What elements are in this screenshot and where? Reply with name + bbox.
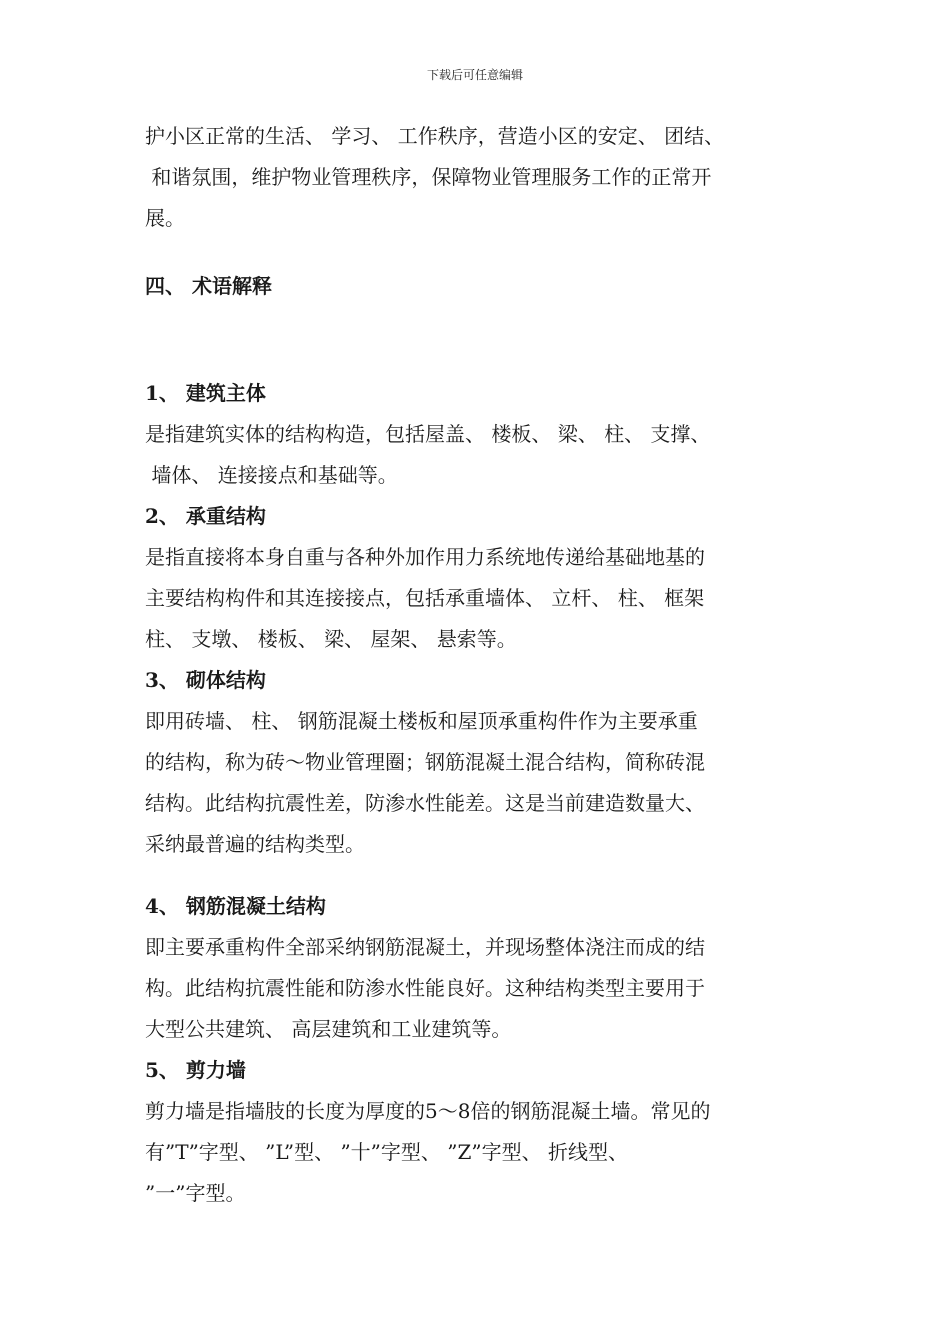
term-line: 大型公共建筑、 高层建筑和工业建筑等。 (145, 1017, 512, 1041)
terms-block-2 (145, 886, 815, 1214)
term-heading: 4、 钢筋混凝土结构 (145, 894, 326, 918)
intro-line: 和谐氛围，维护物业管理秩序，保障物业管理服务工作的正常开 (145, 165, 712, 189)
term-line: 剪力墙是指墙肢的长度为厚度的5～8倍的钢筋混凝土墙。常见的 (145, 1099, 711, 1123)
term-line: 是指建筑实体的结构构造，包括屋盖、 楼板、 梁、 柱、 支撑、 (145, 422, 711, 446)
term-line: 的结构，称为砖～物业管理圈；钢筋混凝土混合结构，简称砖混 (145, 750, 705, 774)
intro-line: 护小区正常的生活、 学习、 工作秩序，营造小区的安定、 团结、 (145, 124, 725, 148)
terms-block-1 (145, 373, 815, 865)
term-heading: 3、 砌体结构 (145, 668, 266, 692)
term-heading: 2、 承重结构 (145, 504, 266, 528)
term-heading: 1、 建筑主体 (145, 381, 266, 405)
term-line: 墙体、 连接接点和基础等。 (145, 463, 398, 487)
term-heading: 5、 剪力墙 (145, 1058, 246, 1082)
term-line: 有”T”字型、 ”L”型、 ”十”字型、 ”Z”字型、 折线型、 (145, 1140, 628, 1164)
term-line: 采纳最普遍的结构类型。 (145, 832, 365, 856)
term-line: 主要结构构件和其连接接点，包括承重墙体、 立杆、 柱、 框架 (145, 586, 705, 610)
section-heading-block (145, 266, 815, 307)
term-line: 构。此结构抗震性能和防渗水性能良好。这种结构类型主要用于 (145, 976, 705, 1000)
term-line: 即用砖墙、 柱、 钢筋混凝土楼板和屋顶承重构件作为主要承重 (145, 709, 698, 733)
term-line: 柱、 支墩、 楼板、 梁、 屋架、 悬索等。 (145, 627, 517, 651)
page-header-note: 下载后可任意编辑 (426, 68, 523, 82)
section-title: 四、 术语解释 (145, 274, 272, 298)
term-line: 是指直接将本身自重与各种外加作用力系统地传递给基础地基的 (145, 545, 705, 569)
intro-paragraph (145, 116, 815, 239)
term-line: 即主要承重构件全部采纳钢筋混凝土，并现场整体浇注而成的结 (145, 935, 705, 959)
term-line: ”一”字型。 (145, 1181, 246, 1205)
term-line: 结构。此结构抗震性差，防渗水性能差。这是当前建造数量大、 (145, 791, 705, 815)
intro-line: 展。 (145, 206, 185, 230)
